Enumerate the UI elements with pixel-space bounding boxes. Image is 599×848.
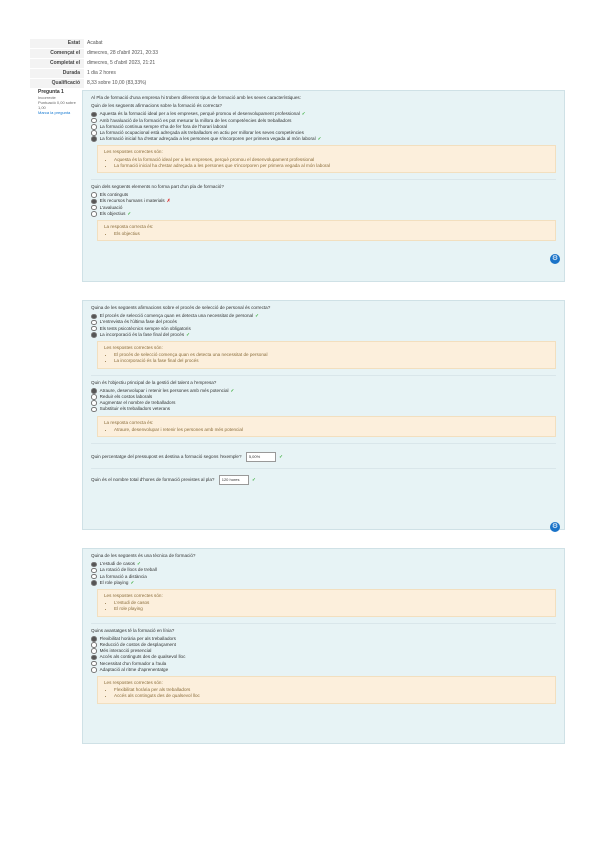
question-6 <box>91 475 556 485</box>
feedback-item: • Atraure, desenvolupar i retenir les persones amb més potencial <box>114 427 549 433</box>
option-label: Més interacció presencial <box>99 648 152 654</box>
feedback-item: • La formació inicial ha d'estar adreçada a les persones que s'incorporen per primera vegada al món laboral <box>114 163 549 169</box>
divider <box>91 468 556 469</box>
feedback-item: • Els objectius <box>114 231 549 237</box>
radio[interactable] <box>91 400 97 406</box>
summary-value: dimecres, 5 d'abril 2023, 21:21 <box>87 60 156 66</box>
answer-option[interactable] <box>91 406 556 412</box>
radio[interactable] <box>91 192 97 198</box>
summary-row <box>30 78 470 88</box>
correct-icon: ✓ <box>230 387 235 393</box>
question-7 <box>91 553 556 617</box>
option-label: Aquesta és la formació ideal per a les empreses, perquè promou el desenvolupament professional <box>99 111 300 117</box>
feedback-title: La resposta correcta és: <box>104 223 154 229</box>
summary-label: Durada <box>30 69 84 78</box>
summary-row <box>30 68 470 78</box>
radio[interactable] <box>91 407 97 413</box>
flag-question-link[interactable]: Marca la pregunta <box>38 110 71 115</box>
correct-icon: ✓ <box>317 136 322 142</box>
question-text: Quin percentatge del pressupost es destina a formació segons l'exemple? <box>91 454 242 460</box>
feedback-item: • Accés als continguts des de qualsevol lloc <box>114 693 549 699</box>
question-text: Quina de les següents és una tècnica de formació? <box>91 553 196 558</box>
checkbox[interactable] <box>91 568 97 574</box>
question-intro: Al Pla de formació d'una empresa hi trobem diferents tipus de formació amb les seves característiques: <box>91 95 301 100</box>
question-text: Quin és l'objectiu principal de la gestió del talent a l'empresa? <box>91 379 217 385</box>
radio[interactable] <box>91 394 97 400</box>
answer-option[interactable] <box>91 580 556 586</box>
option-label: L'avaluació <box>99 204 123 210</box>
checkbox[interactable] <box>91 580 97 586</box>
question-text: Quin de les següents afirmacions sobre la formació és correcta? <box>91 103 222 109</box>
correct-icon: ✓ <box>186 331 190 337</box>
checkbox[interactable] <box>91 136 97 142</box>
checkbox[interactable] <box>91 574 97 580</box>
summary-row <box>30 38 470 48</box>
option-label: La formació ocupacional està adreçada als treballadors en actiu per millorar les seves competències <box>99 129 304 135</box>
option-label: La formació continua sempre s'ha de fer fora de l'horari laboral <box>99 123 227 129</box>
option-label: Els objectius <box>99 210 126 216</box>
radio[interactable] <box>91 205 97 211</box>
question-state: Incorrecte <box>38 95 56 100</box>
checkbox[interactable] <box>91 642 97 648</box>
summary-label: Completat el <box>30 59 84 68</box>
feedback-title: Les respostes correctes són: <box>104 149 163 155</box>
divider <box>91 443 556 444</box>
summary-value: Acabat <box>87 40 103 46</box>
checkbox[interactable] <box>91 655 97 661</box>
feedback-item: • El role playing <box>114 606 549 612</box>
option-label: El procés de selecció comença quan es detecta una necessitat de personal <box>99 313 254 319</box>
question-text: Quina de les següents afirmacions sobre el procés de selecció de personal és correcta? <box>91 305 271 310</box>
gear-icon[interactable]: ⚙ <box>551 255 559 262</box>
correct-icon: ✓ <box>301 111 306 117</box>
question-grade: Puntuació 0,00 sobre 1,00 <box>38 100 76 110</box>
feedback-box <box>97 676 556 704</box>
question-3 <box>91 305 556 369</box>
feedback-item: • Aquesta és la formació ideal per a les empreses, perquè promou el desenvolupament professional <box>114 157 549 163</box>
radio[interactable] <box>91 199 97 205</box>
correct-icon: ✓ <box>130 579 135 585</box>
feedback-item: • La incorporació és la fase final del procés <box>114 358 549 364</box>
question-text: Quins avantatges té la formació en línia? <box>91 627 175 633</box>
feedback-box <box>97 589 556 617</box>
summary-value: 1 dia 2 hores <box>87 70 116 76</box>
summary-value: 8,33 sobre 10,00 (83,33%) <box>87 80 147 86</box>
question-text: Quin és el nombre total d'hores de formació previstes al pla? <box>91 477 215 483</box>
question-1 <box>91 95 556 173</box>
checkbox[interactable] <box>91 562 97 568</box>
question-panel-1 <box>82 90 565 282</box>
option-label: Reducció de costos de desplaçament <box>99 641 176 647</box>
checkbox[interactable] <box>91 112 97 118</box>
divider <box>91 375 556 376</box>
feedback-title: Les respostes correctes són: <box>104 592 163 598</box>
checkbox[interactable] <box>91 314 97 320</box>
feedback-item: • Flexibilitat horària per als treballadors <box>114 687 549 693</box>
option-label: La formació inicial ha d'estar adreçada a les persones que s'incorporen per primera vegada al món laboral <box>99 136 316 142</box>
option-label: Amb l'avaluació de la formació es pot mesurar la millora de les competències dels treballadors <box>99 117 292 123</box>
summary-label: Estat <box>30 39 84 48</box>
incorrect-icon: ✗ <box>166 198 171 204</box>
correct-icon: ✓ <box>252 477 256 483</box>
radio[interactable] <box>91 388 97 394</box>
summary-row <box>30 48 470 58</box>
option-label: Els tests psicotècnics sempre són obligatoris <box>99 325 191 331</box>
question-info <box>38 90 76 115</box>
feedback-box <box>97 220 556 241</box>
feedback-title: Les respostes correctes són: <box>104 679 163 685</box>
summary-label: Qualificació <box>30 79 84 88</box>
option-label: Accés als continguts des de qualsevol lloc <box>99 654 186 660</box>
checkbox[interactable] <box>91 332 97 338</box>
radio[interactable] <box>91 211 97 217</box>
answer-option[interactable] <box>91 667 556 673</box>
option-label: El role playing <box>99 579 129 585</box>
question-panel-3 <box>82 548 565 744</box>
question-number: Pregunta 1 <box>38 89 64 95</box>
feedback-box <box>97 145 556 173</box>
answer-option[interactable] <box>91 332 556 338</box>
summary-row <box>30 58 470 68</box>
correct-icon: ✓ <box>127 210 132 216</box>
gear-icon[interactable]: ⚙ <box>551 523 559 530</box>
question-2 <box>91 184 556 241</box>
option-label: Substituir els treballadors veterans <box>99 406 171 412</box>
answer-input[interactable]: 5,00% <box>246 452 276 462</box>
summary-value: dimecres, 28 d'abril 2021, 20:33 <box>87 50 158 56</box>
summary-label: Començat el <box>30 49 84 58</box>
checkbox[interactable] <box>91 326 97 332</box>
checkbox[interactable] <box>91 118 97 124</box>
option-label: Els recursos humans i materials <box>99 198 165 204</box>
checkbox[interactable] <box>91 130 97 136</box>
correct-icon: ✓ <box>136 561 141 567</box>
question-5 <box>91 452 556 462</box>
option-label: Necessitat d'un formador a l'aula <box>99 660 167 666</box>
feedback-box <box>97 416 556 437</box>
option-label: Els continguts <box>99 192 129 198</box>
feedback-title: Les respostes correctes són: <box>104 344 163 350</box>
checkbox[interactable] <box>91 667 97 673</box>
checkbox[interactable] <box>91 636 97 642</box>
option-label: Adaptació al ritme d'aprenentatge <box>99 666 169 672</box>
divider <box>91 623 556 624</box>
question-8 <box>91 628 556 704</box>
option-label: Augmentar el nombre de treballadors <box>99 400 176 406</box>
correct-icon: ✓ <box>255 313 259 319</box>
feedback-box <box>97 341 556 369</box>
option-label: L'estudi de casos <box>99 561 135 567</box>
option-label: Flexibilitat horària per als treballadors <box>99 635 176 641</box>
question-text: Quin dels següents elements no forma part d'un pla de formació? <box>91 183 224 189</box>
answer-option[interactable] <box>91 211 556 217</box>
option-label: Atraure, desenvolupar i retenir les persones amb més potencial <box>99 387 229 393</box>
feedback-title: La resposta correcta és: <box>104 419 154 425</box>
checkbox[interactable] <box>91 124 97 130</box>
checkbox[interactable] <box>91 320 97 326</box>
option-label: La rotació de llocs de treball <box>99 567 157 573</box>
checkbox[interactable] <box>91 661 97 667</box>
checkbox[interactable] <box>91 648 97 654</box>
divider <box>91 179 556 180</box>
option-label: Reduir els costos laborals <box>99 393 153 399</box>
option-label: L'entrevista és l'última fase del procés <box>99 319 177 325</box>
question-4 <box>91 380 556 437</box>
attempt-summary <box>30 38 470 88</box>
answer-input[interactable]: 120 hores <box>219 475 249 485</box>
question-panel-2 <box>82 300 565 530</box>
answer-option[interactable] <box>91 136 556 142</box>
option-label: La formació a distància <box>99 573 147 579</box>
feedback-item: • El procés de selecció comença quan es detecta una necessitat de personal <box>114 352 549 358</box>
option-label: La incorporació és la fase final del procés <box>99 331 185 337</box>
correct-icon: ✓ <box>279 454 283 460</box>
feedback-item: • L'estudi de casos <box>114 600 549 606</box>
